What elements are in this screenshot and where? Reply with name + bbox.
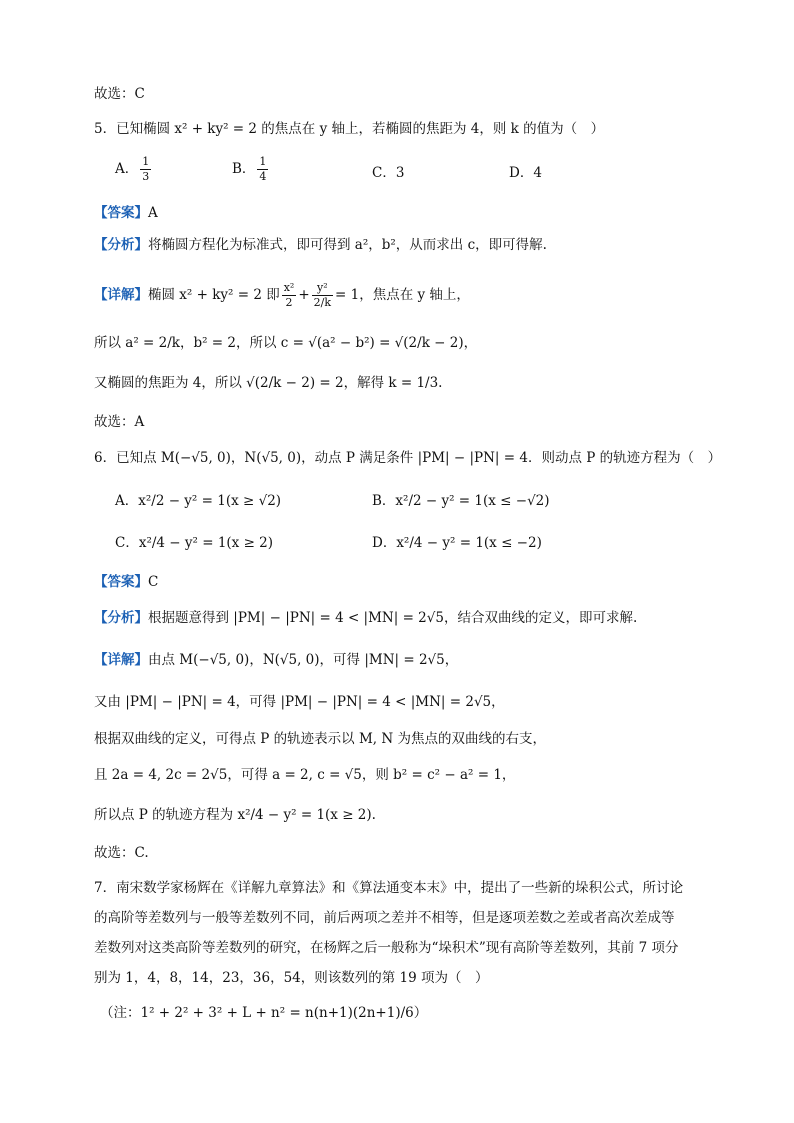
question-7-line-1: 7．南宋数学家杨辉在《详解九章算法》和《算法通变本末》中，提出了一些新的垛积公式，所讨论: [94, 880, 684, 896]
q6-detail-line-4: 且 2a = 4, 2c = 2√5，可得 a = 2, c = √5，则 b² = c² − a² = 1，: [94, 767, 516, 783]
q5-y2-over-2k: $\frac{\text{y²}}{2/k}$: [313, 281, 332, 309]
analysis-tag: 【分析】: [94, 237, 148, 253]
detail-tag: 【详解】: [94, 287, 148, 303]
q5-option-b-den: 4: [259, 170, 267, 183]
detail-tag: 【详解】: [94, 652, 148, 668]
q6-answer-value: C: [148, 574, 159, 590]
q5-option-a-label: A．: [115, 161, 139, 177]
q6-analysis: [94, 608, 637, 628]
q6-detail-1-text: 由点 M(−√5, 0)，N(√5, 0)，可得 |MN| = 2√5，: [148, 652, 459, 668]
q5-option-b-fraction: [257, 155, 268, 184]
question-5: 5．已知椭圆 x² + ky² = 2 的焦点在 y 轴上，若椭圆的焦距为 4，则 k 的值为（ ）: [94, 121, 605, 137]
q5-detail-1b: = 1，焦点在 y 轴上，: [335, 287, 470, 303]
q6-option-b: B．x²/2 − y² = 1(x ≤ −√2): [372, 493, 550, 509]
q5-x2-over-2: $\frac{\text{x²}}{2}$: [283, 281, 295, 309]
q6-detail-line-5: 所以点 P 的轨迹方程为 x²/4 − y² = 1(x ≥ 2).: [94, 807, 376, 823]
q6-option-d: D．x²/4 − y² = 1(x ≤ −2): [372, 535, 542, 551]
question-7-line-2: 的高阶等差数列与一般等差数列不同，前后两项之差并不相等，但是逐项差数之差或者高次差成等: [94, 910, 675, 926]
q6-option-c: C．x²/4 − y² = 1(x ≥ 2): [115, 535, 274, 551]
q6-analysis-text: 根据题意得到 |PM| − |PN| = 4 < |MN| = 2√5，结合双曲线的定义，即可求解.: [148, 610, 638, 626]
question-6: 6．已知点 M(−√5, 0)，N(√5, 0)，动点 P 满足条件 |PM| − |PN| = 4．则动点 P 的轨迹方程为（ ）: [94, 450, 722, 466]
q5-detail-line-1: 【详解】椭圆 x² + ky² = 2 即 $\frac{\text{x²}}{2}$ + $\frac{\text{y²}}{2/k}$ = 1，焦点在 y 轴上，: [94, 281, 470, 309]
question-7-note: （注：1² + 2² + 3² + L + n² = n(n+1)(2n+1)/6）: [100, 1005, 428, 1021]
q5-analysis: [94, 235, 547, 255]
q5-detail-line-2: 所以 a² = 2/k，b² = 2，所以 c = √(a² − b²) = √(2/k − 2)，: [94, 335, 478, 351]
question-7-line-3: 差数列对这类高阶等差数列的研究，在杨辉之后一般称为“垛积术”现有高阶等差数列，其前 7 项分: [94, 940, 679, 956]
prev-answer-choice: 故选：C: [94, 86, 145, 102]
answer-tag: 【答案】: [94, 205, 148, 221]
q6-detail-line-2: 又由 |PM| − |PN| = 4，可得 |PM| − |PN| = 4 < |MN| = 2√5，: [94, 694, 505, 710]
q6-answer-choice: 故选：C.: [94, 845, 149, 861]
q5-answer-choice: 故选：A: [94, 414, 145, 430]
q6-answer: [94, 572, 158, 592]
q5-detail-1a: 椭圆 x² + ky² = 2 即: [148, 287, 280, 303]
q6-detail-line-3: 根据双曲线的定义，可得点 P 的轨迹表示以 M, N 为焦点的双曲线的右支，: [94, 731, 546, 747]
q5-answer-value: A: [148, 205, 158, 221]
q5-option-d: D．4: [509, 165, 542, 181]
q5-detail-line-3: 又椭圆的焦距为 4，所以 √(2/k − 2) = 2，解得 k = 1/3.: [94, 375, 443, 391]
q5-option-a-fraction: [140, 155, 151, 184]
q5-option-a-num: 1: [142, 155, 150, 168]
q6-option-a: A．x²/2 − y² = 1(x ≥ √2): [115, 493, 282, 509]
question-7-line-4: 别为 1，4，8，14，23，36，54，则该数列的第 19 项为（ ）: [94, 970, 489, 986]
analysis-tag: 【分析】: [94, 610, 148, 626]
q5-option-a-den: 3: [142, 170, 150, 183]
q5-option-b-num: 1: [259, 155, 267, 168]
q5-option-c: C．3: [372, 165, 405, 181]
q5-option-b: [232, 155, 270, 184]
q5-answer: [94, 203, 158, 223]
answer-tag: 【答案】: [94, 574, 148, 590]
q5-analysis-text: 将椭圆方程化为标准式，即可得到 a²，b²，从而求出 c，即可得解.: [148, 237, 547, 253]
q5-option-a: [115, 155, 153, 184]
q6-detail-line-1: [94, 650, 458, 670]
q5-option-b-label: B．: [232, 161, 256, 177]
